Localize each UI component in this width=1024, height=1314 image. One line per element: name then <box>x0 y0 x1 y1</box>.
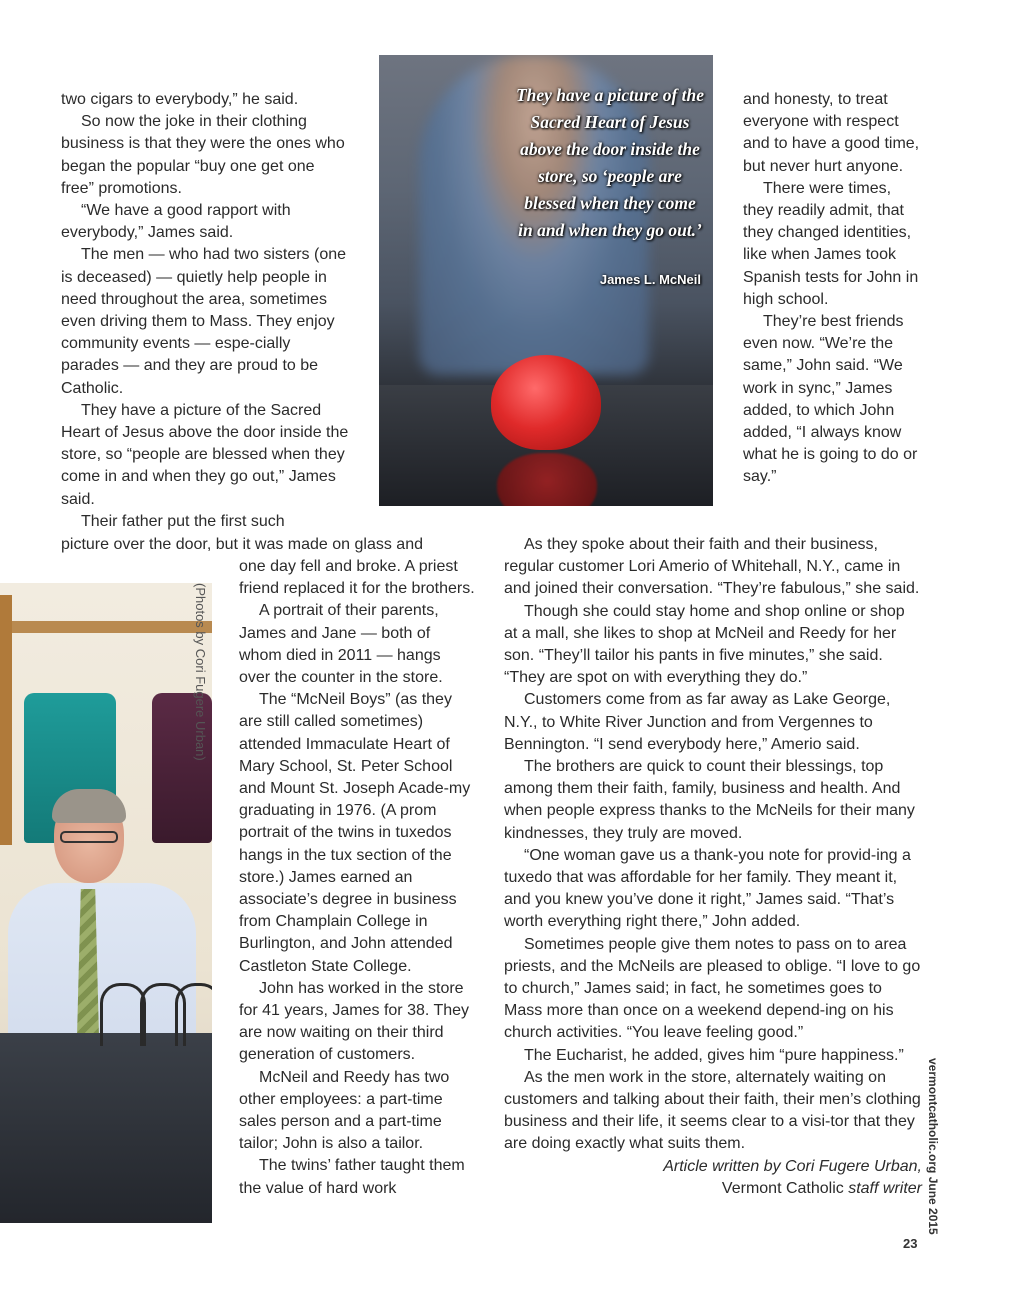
paragraph: There were times, they readily admit, that they changed identities, like when James took Spanish tests for John in high school. <box>743 179 919 308</box>
paragraph: They have a picture of the Sacred Heart of Jesus above the door inside the store, so “people are blessed when they come in and when they go out,” James said. <box>61 401 349 508</box>
gray-hair <box>52 789 126 823</box>
paragraph: The twins’ father taught them the value of hard work <box>239 1157 465 1197</box>
pincushion-reflection <box>497 453 597 506</box>
paragraph: Customers come from as far away as Lake George, N.Y., to White River Junction and from Vergennes to Bennington. “I send everybody here,” Amerio said. <box>504 691 891 753</box>
paragraph: The “McNeil Boys” (as they are still called sometimes) attended Immaculate Heart of Mary School, St. Peter School and Mount St. Joseph Acade-my graduating in 1976. (A prom portrait of the twins in tuxedos hangs in the tux section of the store.) James earned an associate’s degree in business from Champlain College in Burlington, and John attended Castleton State College. <box>239 691 471 975</box>
paragraph: Their father put the first such <box>81 512 285 530</box>
suit-jackets <box>0 1033 212 1223</box>
picture-frame <box>0 595 12 845</box>
paragraph: picture over the door, but it was made on glass and <box>61 536 423 553</box>
wide-line <box>61 534 481 556</box>
photo-credit: (Photos by Cori Fugere Urban) <box>193 583 208 761</box>
pull-quote: They have a picture of the Sacred Heart of Jesus above the door inside the store, so ‘people are blessed when they come in and when they go out.’ <box>515 85 705 240</box>
paragraph: McNeil and Reedy has two other employees: a part-time sales person and a part-time tailor; John is also a tailor. <box>239 1068 450 1153</box>
hanger <box>175 983 212 1046</box>
column-2 <box>239 556 475 1200</box>
eyeglasses <box>60 831 118 843</box>
paragraph: The Eucharist, he added, gives him “pure happiness.” <box>524 1046 904 1064</box>
paragraph: As they spoke about their faith and their business, regular customer Lori Amerio of Whitehall, N.Y., came in and joined their conversation. “They’re fabulous,” she said. <box>504 536 920 598</box>
wall-shelf <box>12 621 212 633</box>
byline-publication-name: Vermont Catholic <box>721 1179 849 1197</box>
paragraph: So now the joke in their clothing business is that they were the ones who began the popular “buy one get one free” promotions. <box>61 113 345 197</box>
paragraph: Though she could stay home and shop online or shop at a mall, she likes to shop at McNeil and Reedy for her son. “They’ll tailor his pants in five minutes,” she said. “They are spot on with everything they do.” <box>504 602 905 687</box>
brother-photo <box>0 583 212 1223</box>
paragraph: “One woman gave us a thank-you note for provid-ing a tuxedo that was affordable for her family. They meant it, and you knew you’ve done it right,” James said. “That’s worth everything right there,” John added. <box>504 846 911 931</box>
paragraph: They’re best friends even now. “We’re the same,” John said. “We work in sync,” James added, to which John added, “I always know what he is going to do or say.” <box>743 313 918 486</box>
pull-quote-attribution: James L. McNeil <box>599 272 701 287</box>
byline-role: staff writer <box>848 1179 922 1197</box>
sidebar-url: vermontcatholic.org June 2015 <box>926 1058 940 1235</box>
page-number: 23 <box>903 1236 918 1251</box>
paragraph: The men — who had two sisters (one is deceased) — quietly help people in need throughout the area, sometimes even driving them to Mass. They enjoy community events — espe-cially parades — and they are proud to be Catholic. <box>61 246 347 397</box>
column-1 <box>61 89 351 533</box>
paragraph: As the men work in the store, alternately waiting on customers and talking about their faith, their men’s clothing business and their life, it seems clear to a visi-tor that they are doing exactly what suits them. <box>504 1068 921 1153</box>
paragraph: The brothers are quick to count their blessings, top among them their faith, family, business and health. And when people express thanks to the McNeils for their many kindnesses, they truly are moved. <box>504 758 915 842</box>
paragraph: one day fell and broke. A priest friend replaced it for the brothers. <box>239 558 475 598</box>
paragraph: Sometimes people give them notes to pass on to area priests, and the McNeils are pleased to oblige. “I love to go to church,” James said; in fact, he sometimes goes to Mass more than once on a weekend depend-ing on his church activities. “You leave feeling good.” <box>504 935 921 1042</box>
byline-author-text: Article written by Cori Fugere Urban, <box>663 1157 922 1175</box>
byline-author <box>504 1156 922 1178</box>
pincushion <box>491 355 601 450</box>
paragraph: “We have a good rapport with everybody,” James said. <box>61 202 291 242</box>
column-3 <box>504 534 922 1200</box>
paragraph: two cigars to everybody,” he said. <box>61 91 299 108</box>
paragraph: A portrait of their parents, James and Jane — both of whom died in 2011 — hangs over the counter in the store. <box>239 602 443 687</box>
paragraph: John has worked in the store for 41 years, James for 38. They are now waiting on their third generation of customers. <box>239 979 470 1064</box>
paragraph: and honesty, to treat everyone with respect and to have a good time, but never hurt anyone. <box>743 91 920 175</box>
column-3-top <box>743 89 925 489</box>
byline-publication <box>504 1178 922 1200</box>
